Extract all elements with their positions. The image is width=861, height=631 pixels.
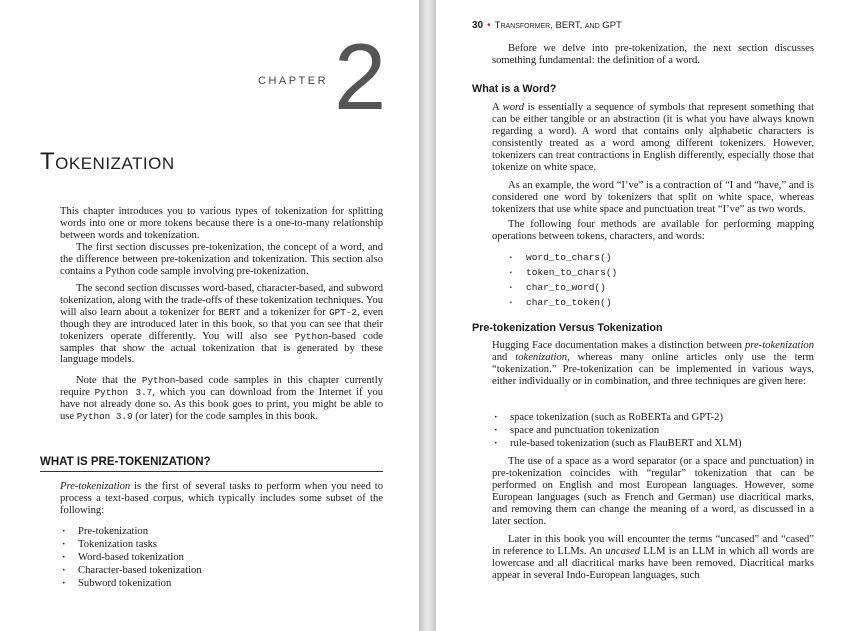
list-item: · char_to_word() (504, 280, 617, 295)
intro-paragraph: Before we delve into pre-tokenization, the next section discusses something fundamental: the definition of a word. (492, 43, 814, 66)
left-page (0, 0, 419, 631)
list-item: · Tokenization tasks (60, 538, 380, 551)
list-item: · space and punctuation tokenization (492, 424, 814, 437)
list-item: · rule-based tokenization (such as FlauBERT and XLM) (492, 437, 814, 450)
list-item: · Word-based tokenization (60, 551, 380, 564)
pre-paragraph-1: Hugging Face documentation makes a distinction between pre-tokenization and tokenization, whereas many online articles only use the term “tokenization.” Pre-tokenization can be implemented in various ways, either individually or in combination, and three techniques are given here: (492, 340, 815, 387)
pre-paragraph-3: Later in this book you will encounter the terms “uncased” and “cased” in reference to LLMs. An uncased LLM is an LLM in which all words are lowercase and all diacritical marks have been removed. Diacritical marks appear in several Indo-European languages, such (492, 534, 815, 581)
word-paragraph-2: As an example, the word “I’ve” is a contraction of “I and “have,” and is considered one word by tokenizers that split on white space, whereas tokenizers that use white space and punctuation treat “I’ve” as two words. (492, 180, 814, 215)
list-item: · Character-based tokenization (60, 564, 380, 577)
running-title: Transformer, BERT, and GPT (494, 20, 622, 31)
technique-list (492, 411, 814, 450)
intro-paragraph-4: Note that the Python-based code samples in this chapter currently require Python 3.7, which you can download from the Internet if you have not already done so. As this book goes to print, you might be able to use Python 3.9 (or later) for the code samples in this book. (60, 375, 383, 422)
method-list (504, 250, 617, 310)
task-list (60, 525, 380, 590)
intro-paragraph-2: The first section discusses pre-tokenization, the concept of a word, and the difference between pre-tokenization and tokenization. This section also contains a Python code sample involving pre-tokenization. (60, 242, 383, 277)
heading-pre-tokenization-vs-tokenization: Pre-tokenization Versus Tokenization (472, 322, 663, 334)
list-item: · Subword tokenization (60, 577, 380, 590)
list-item: · space tokenization (such as RoBERTa and GPT-2) (492, 411, 814, 424)
heading-what-is-a-word: What is a Word? (472, 83, 557, 95)
chapter-label: CHAPTER (258, 75, 329, 87)
chapter-number: 2 (334, 24, 387, 129)
word-paragraph-3: The following four methods are available for performing mapping operations between tokens, characters, and words: (492, 219, 814, 242)
page-number: 30 (472, 20, 484, 31)
word-paragraph-1: A word is essentially a sequence of symbols that represent something that can be either tangible or an abstraction (it is what you have always known regarding a word). A word that contains only alphabetic characters is consistently treated as a word among different tokenizers. However, tokenizers can treat contractions in English differently, especially those that tokenize on white space. (492, 102, 815, 173)
intro-paragraph-3: The second section discusses word-based, character-based, and subword tokenization, along with the trade-offs of these tokenization techniques. You will also learn about a tokenizer for BERT and a tokenizer for GPT-2, even though they are introduced later in this book, so that you can see that their tokenizers operate differently. You will also see Python-based code samples that show the actual tokenization that is generated by these language models. (60, 283, 384, 366)
chapter-title: Tokenization (40, 148, 175, 175)
section-paragraph: Pre-tokenization is the first of several tasks to perform when you need to process a text-based corpus, which typically includes some subset of the following: (60, 481, 383, 516)
list-item: · token_to_chars() (504, 265, 617, 280)
pre-paragraph-2: The use of a space as a word separator (or a space and punctuation) in pre-tokenization coincides with “regular” tokenization that can be performed on English and most European languages. However, some European languages (such as French and German) use diacritical marks, and removing them can change the meaning of a word, as discussed in a later section. (492, 456, 814, 527)
running-header: 30 • Transformer, BERT, and GPT (472, 20, 622, 31)
list-item: · Pre-tokenization (60, 525, 380, 538)
section-heading: WHAT IS PRE-TOKENIZATION? (40, 456, 383, 472)
intro-paragraph-1: This chapter introduces you to various types of tokenization for splitting words into one or more tokens because there is a one-to-many relationship between words and tokenization. (60, 206, 383, 241)
right-page (436, 0, 861, 631)
page-gutter (419, 0, 436, 631)
list-item: · char_to_token() (504, 295, 617, 310)
list-item: · word_to_chars() (504, 250, 617, 265)
